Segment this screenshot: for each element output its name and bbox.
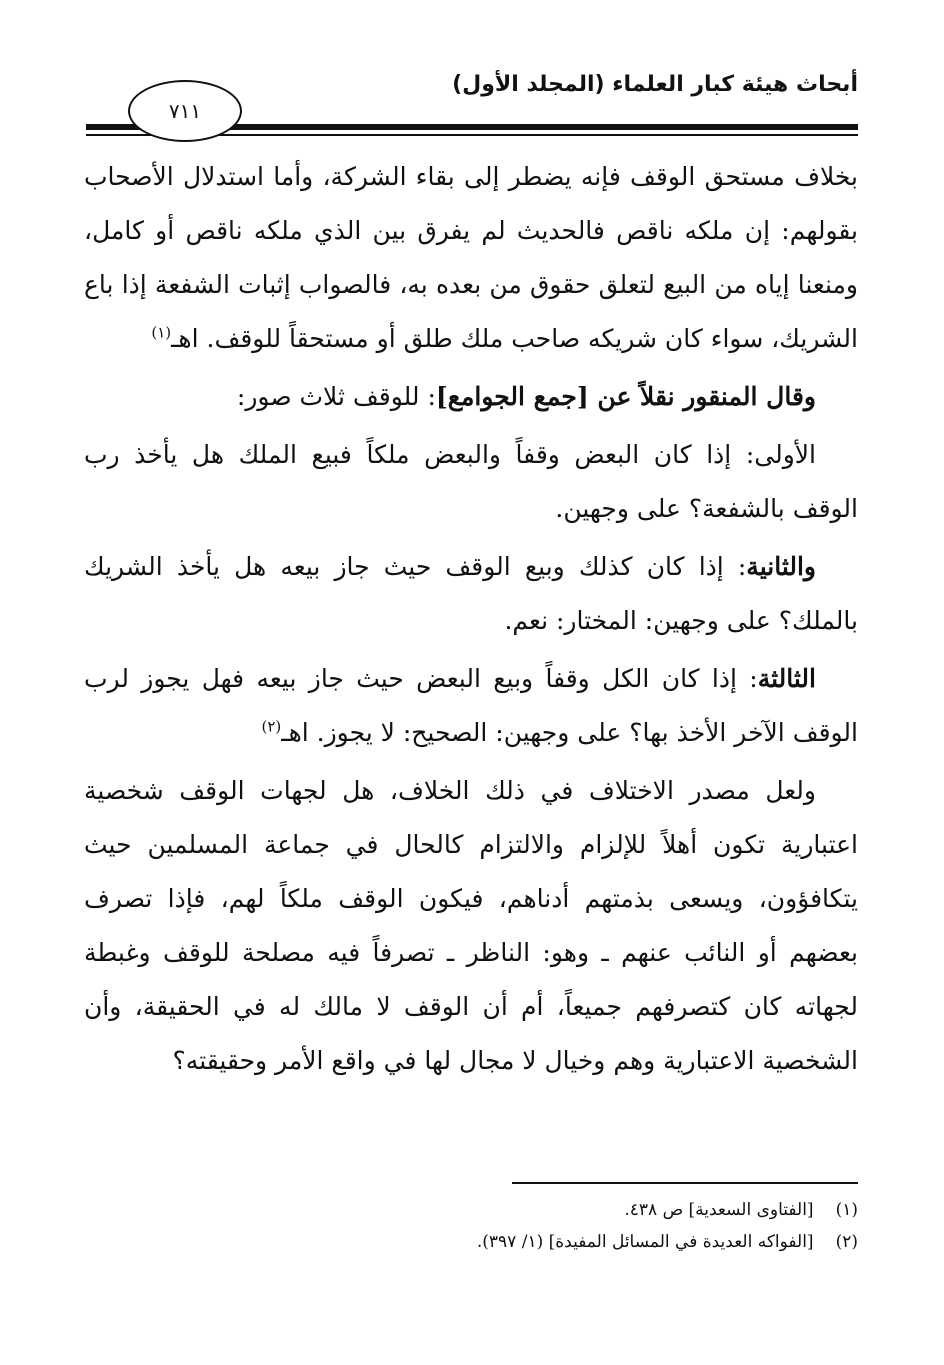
paragraph-4-text: : إذا كان كذلك وبيع الوقف حيث جاز بيعه هل يأخذ الشريك بالملك؟ على وجهين: المختار: نعم. xyxy=(84,552,858,635)
footnote-1-text: [الفتاوى السعدية] ص ٤٣٨. xyxy=(624,1200,814,1220)
paragraph-2-lead: وقال المنقور نقلاً عن [جمع الجوامع] xyxy=(435,382,816,411)
footnote-1 xyxy=(300,1194,858,1226)
paragraph-5-text: : إذا كان الكل وقفاً وبيع البعض حيث جاز بيعه فهل يجوز لرب الوقف الآخر الأخذ بها؟ على وجهين: الصحيح: لا يجوز. اهـ xyxy=(84,664,858,747)
paragraph-3 xyxy=(84,428,858,536)
paragraph-5 xyxy=(84,652,858,760)
paragraph-1 xyxy=(84,150,858,366)
body-text xyxy=(84,150,858,1088)
footnote-2 xyxy=(300,1226,858,1258)
paragraph-4 xyxy=(84,540,858,648)
paragraph-4-lead: والثانية xyxy=(746,552,816,581)
footnote-ref-2: (٢) xyxy=(261,717,282,736)
footnote-ref-1: (١) xyxy=(151,323,172,342)
page-number: ٧١١ xyxy=(128,80,242,142)
paragraph-3-lead: الأولى xyxy=(754,440,816,469)
footnotes xyxy=(300,1194,858,1258)
paragraph-6: ولعل مصدر الاختلاف في ذلك الخلاف، هل لجهات الوقف شخصية اعتبارية تكون أهلاً للإلزام والالتزام كالحال في جماعة المسلمين حيث يتكافؤون، ويسعى بذمتهم أدناهم، فيكون الوقف ملكاً لهم، فإذا تصرف بعضهم أو النائب عنهم ـ وهو: الناظر ـ تصرفاً فيه مصلحة للوقف وغبطة لجهاته كان كتصرفهم جميعاً، أم أن الوقف لا مالك له في الحقيقة، وأن الشخصية الاعتبارية وهم وخيال لا مجال لها في واقع الأمر وحقيقته؟ xyxy=(84,776,858,1075)
paragraph-1-text: بخلاف مستحق الوقف فإنه يضطر إلى بقاء الشركة، وأما استدلال الأصحاب بقولهم: إن ملكه ناقص فالحديث لم يفرق بين الذي ملكه ناقص أو كامل، ومنعنا إياه من البيع لتعلق حقوق من بعده به، فالصواب إثبات الشفعة إذا باع الشريك، سواء كان شريكه صاحب ملك طلق أو مستحقاً للوقف. اهـ xyxy=(84,162,858,353)
footnote-1-number: (١) xyxy=(835,1200,858,1220)
footnote-2-number: (٢) xyxy=(835,1232,858,1252)
paragraph-2 xyxy=(84,370,858,424)
running-header-title: أبحاث هيئة كبار العلماء (المجلد الأول) xyxy=(452,72,858,97)
footnote-separator xyxy=(512,1182,858,1184)
footnote-2-text: [الفواكه العديدة في المسائل المفيدة] (١/ ٣٩٧). xyxy=(476,1232,814,1252)
paragraph-5-lead: الثالثة xyxy=(757,664,816,693)
paragraph-2-text: : للوقف ثلاث صور: xyxy=(236,382,436,411)
paragraph-3-text: : إذا كان البعض وقفاً والبعض ملكاً فبيع الملك هل يأخذ رب الوقف بالشفعة؟ على وجهين. xyxy=(84,440,858,523)
